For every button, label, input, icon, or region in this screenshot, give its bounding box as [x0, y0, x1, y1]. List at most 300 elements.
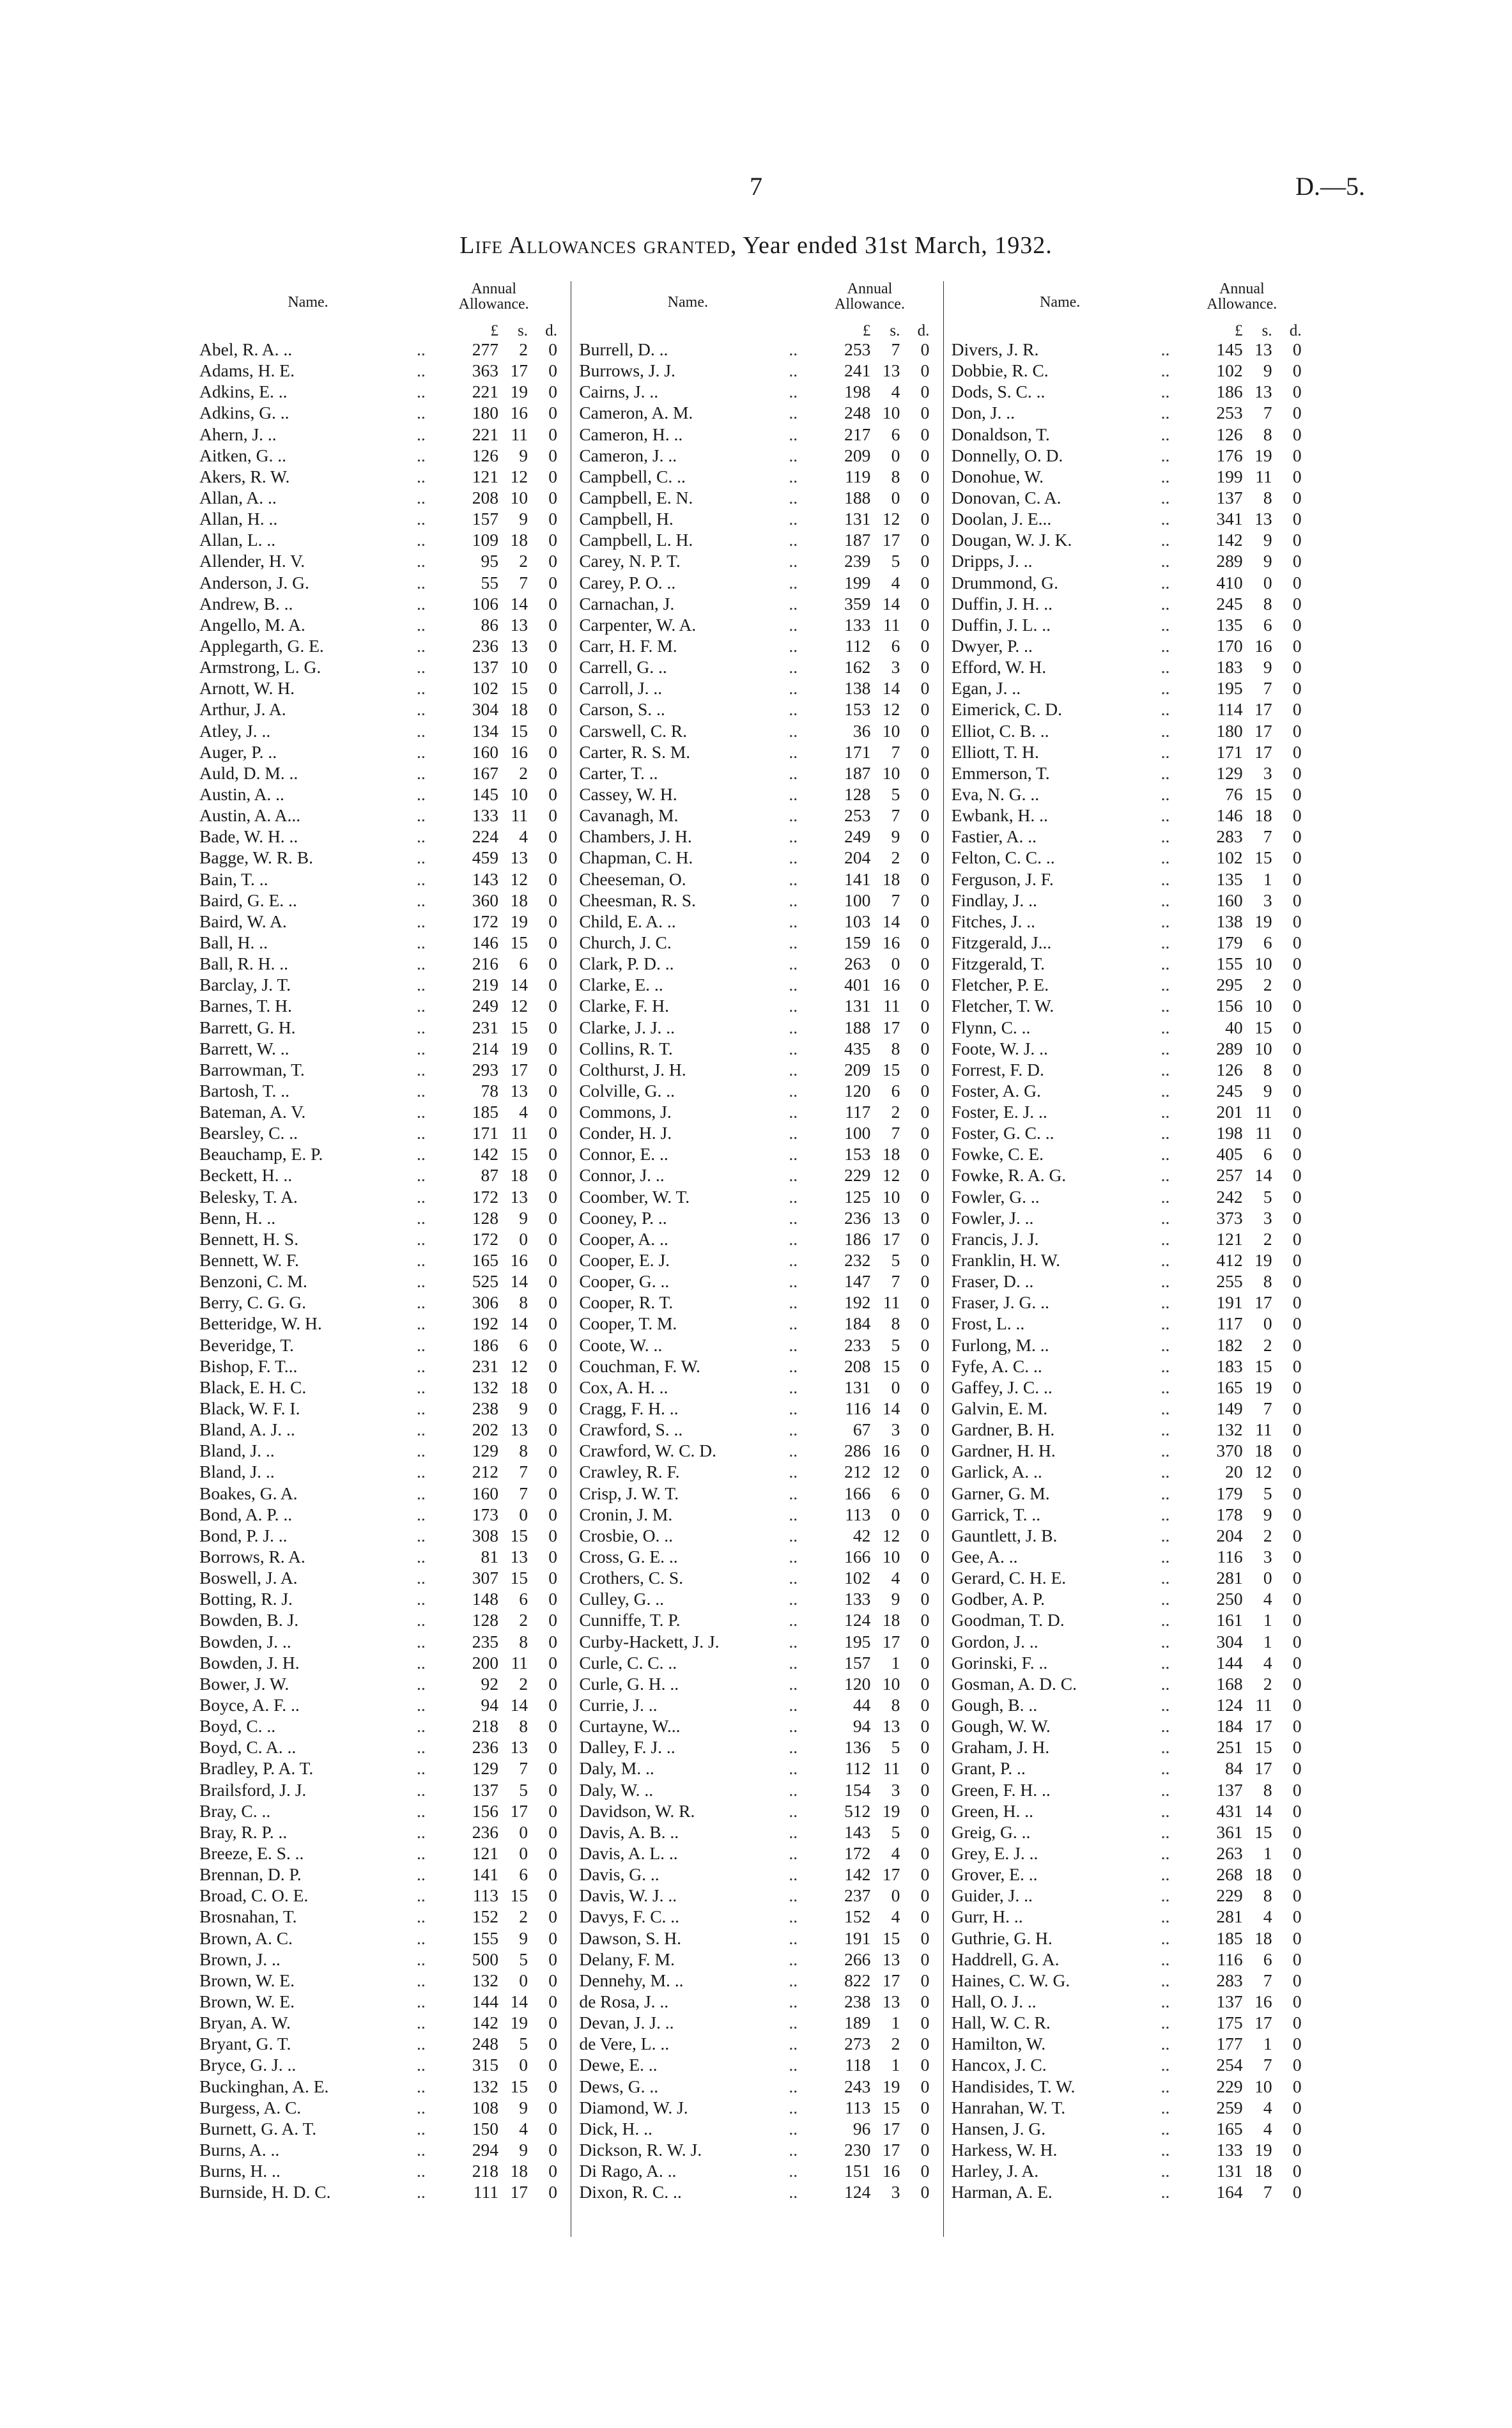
leader-dots: ..: [1161, 2097, 1170, 2117]
pence-cell: 0: [1292, 360, 1302, 381]
table-row: [571, 656, 943, 677]
name-cell: Crisp, J. W. T.: [579, 1483, 679, 1503]
leader-dots: ..: [1161, 1716, 1170, 1736]
leader-dots: ..: [789, 1419, 798, 1440]
column-header: [199, 281, 571, 322]
name-cell: Auger, P. ..: [199, 741, 277, 762]
name-cell: Davis, G. ..: [579, 1864, 660, 1885]
table-row: [944, 550, 1315, 571]
table-row: [571, 699, 943, 720]
table-row: [944, 1673, 1315, 1694]
shillings-cell: 6: [891, 635, 900, 656]
pence-cell: 0: [548, 2161, 557, 2181]
pounds-cell: 175: [1216, 2013, 1243, 2033]
name-cell: Bland, A. J. ..: [199, 1419, 295, 1440]
table-row: [944, 487, 1315, 508]
table-row: [199, 1228, 571, 1249]
leader-dots: ..: [1161, 720, 1170, 741]
table-row: [199, 1906, 571, 1927]
pounds-cell: 86: [481, 614, 498, 635]
pounds-cell: 133: [844, 614, 871, 635]
pence-cell: 0: [1292, 869, 1302, 889]
pence-cell: 0: [920, 1483, 930, 1503]
pounds-cell: 304: [1216, 1631, 1243, 1651]
name-cell: Dixon, R. C. ..: [579, 2182, 682, 2202]
name-cell: Clarke, J. J. ..: [579, 1017, 675, 1037]
table-row: [199, 2097, 571, 2118]
pence-cell: 0: [548, 996, 557, 1016]
name-cell: Cunniffe, T. P.: [579, 1610, 681, 1630]
pence-cell: 0: [1292, 1292, 1302, 1313]
name-cell: Campbell, L. H.: [579, 530, 693, 550]
shillings-cell: 1: [1263, 2034, 1272, 2054]
pence-cell: 0: [920, 1568, 930, 1588]
table-row: [944, 1715, 1315, 1736]
name-cell: Anderson, J. G.: [199, 572, 309, 592]
shillings-cell: 6: [1263, 1144, 1272, 1164]
pounds-cell: 229: [1216, 2076, 1243, 2096]
leader-dots: ..: [417, 1356, 426, 1376]
pence-cell: 0: [1292, 1843, 1302, 1863]
table-row: [571, 762, 943, 784]
pounds-unit: £: [862, 322, 871, 339]
table-row: [571, 741, 943, 762]
pounds-cell: 189: [844, 2013, 871, 2033]
table-row: [571, 995, 943, 1016]
name-cell: Goodman, T. D.: [951, 1610, 1065, 1630]
name-cell: Betteridge, W. H.: [199, 1313, 322, 1334]
shillings-cell: 7: [1263, 1398, 1272, 1419]
pence-cell: 0: [920, 954, 930, 974]
leader-dots: ..: [417, 2034, 426, 2054]
pounds-cell: 179: [1216, 932, 1243, 952]
table-row: [571, 2181, 943, 2202]
pounds-cell: 40: [1225, 1017, 1243, 1037]
table-row: [571, 1101, 943, 1122]
name-cell: Berry, C. G. G.: [199, 1292, 307, 1313]
table-row: [199, 1525, 571, 1546]
leader-dots: ..: [417, 551, 426, 571]
name-cell: Beauchamp, E. P.: [199, 1144, 323, 1164]
leader-dots: ..: [417, 975, 426, 995]
pence-cell: 0: [1292, 1673, 1302, 1694]
leader-dots: ..: [1161, 424, 1170, 444]
table-row: [199, 339, 571, 360]
shillings-cell: 7: [1263, 403, 1272, 423]
table-row: [571, 1546, 943, 1567]
pounds-cell: 113: [472, 1885, 498, 1906]
table-row: [944, 1567, 1315, 1588]
leader-dots: ..: [789, 1800, 798, 1821]
leader-dots: ..: [1161, 954, 1170, 974]
pounds-cell: 165: [1216, 2118, 1243, 2138]
leader-dots: ..: [789, 593, 798, 614]
leader-dots: ..: [417, 635, 426, 656]
table-row: [571, 1017, 943, 1038]
leader-dots: ..: [789, 1885, 798, 1906]
name-cell: Brennan, D. P.: [199, 1864, 302, 1885]
table-row: [199, 635, 571, 656]
pounds-cell: 233: [844, 1334, 871, 1355]
shillings-cell: 3: [891, 1779, 900, 1800]
pounds-cell: 231: [472, 1356, 498, 1376]
leader-dots: ..: [789, 424, 798, 444]
leader-dots: ..: [1161, 1800, 1170, 1821]
shillings-cell: 3: [1263, 1207, 1272, 1228]
pence-cell: 0: [1292, 954, 1302, 974]
name-cell: Garrick, T. ..: [951, 1504, 1041, 1524]
table-row: [199, 2033, 571, 2054]
name-cell: Eva, N. G. ..: [951, 784, 1040, 804]
shillings-cell: 18: [510, 2161, 528, 2181]
leader-dots: ..: [789, 1080, 798, 1101]
name-cell: Atley, J. ..: [199, 720, 271, 741]
leader-dots: ..: [1161, 1589, 1170, 1609]
pence-cell: 0: [920, 1504, 930, 1524]
leader-dots: ..: [417, 699, 426, 720]
shillings-cell: 15: [1254, 1356, 1272, 1376]
table-row: [199, 1080, 571, 1101]
leader-dots: ..: [417, 954, 426, 974]
shillings-cell: 11: [1255, 1695, 1272, 1715]
pence-cell: 0: [1292, 1970, 1302, 1990]
pence-cell: 0: [920, 572, 930, 592]
table-row: [571, 1059, 943, 1080]
table-row: [199, 869, 571, 890]
table-row: [571, 1377, 943, 1398]
pence-cell: 0: [548, 1483, 557, 1503]
name-cell: Adkins, E. ..: [199, 382, 288, 402]
shillings-cell: 11: [511, 1123, 528, 1143]
shillings-cell: 17: [882, 1228, 900, 1249]
shillings-cell: 8: [1263, 593, 1272, 614]
name-cell: Haines, C. W. G.: [951, 1970, 1070, 1990]
shillings-cell: 8: [519, 1441, 528, 1461]
leader-dots: ..: [1161, 657, 1170, 677]
leader-dots: ..: [417, 1906, 426, 1927]
table-row: [571, 1525, 943, 1546]
pence-cell: 0: [1292, 2161, 1302, 2181]
shillings-cell: 10: [1254, 954, 1272, 974]
pounds-cell: 112: [845, 1758, 871, 1779]
pence-cell: 0: [920, 1589, 930, 1609]
leader-dots: ..: [1161, 1080, 1170, 1101]
pounds-cell: 177: [1216, 2034, 1243, 2054]
pence-cell: 0: [920, 996, 930, 1016]
pounds-cell: 308: [472, 1525, 498, 1545]
shillings-cell: 16: [882, 932, 900, 952]
pence-cell: 0: [1292, 445, 1302, 465]
name-cell: Barrett, G. H.: [199, 1017, 296, 1037]
pounds-cell: 113: [845, 2097, 871, 2117]
leader-dots: ..: [417, 530, 426, 550]
shillings-cell: 4: [891, 1906, 900, 1927]
leader-dots: ..: [789, 784, 798, 804]
pence-cell: 0: [1292, 1250, 1302, 1271]
table-row: [199, 1483, 571, 1504]
leader-dots: ..: [1161, 572, 1170, 592]
table-row: [571, 1673, 943, 1694]
leader-dots: ..: [789, 890, 798, 910]
leader-dots: ..: [1161, 1504, 1170, 1524]
table-row: [571, 1567, 943, 1588]
name-cell: Breeze, E. S. ..: [199, 1843, 304, 1863]
pounds-cell: 214: [472, 1038, 498, 1058]
shillings-cell: 8: [1263, 424, 1272, 444]
pence-cell: 0: [1292, 2034, 1302, 2054]
table-row: [944, 1694, 1315, 1715]
shillings-cell: 2: [891, 2034, 900, 2054]
leader-dots: ..: [1161, 826, 1170, 847]
shillings-cell: 7: [1263, 2055, 1272, 2075]
pounds-cell: 156: [1216, 996, 1243, 1016]
pounds-cell: 255: [1216, 1271, 1243, 1292]
pence-cell: 0: [1292, 1398, 1302, 1419]
pounds-cell: 147: [844, 1271, 871, 1292]
leader-dots: ..: [1161, 890, 1170, 910]
pence-cell: 0: [1292, 487, 1302, 507]
name-cell: Dennehy, M. ..: [579, 1970, 684, 1990]
pounds-cell: 171: [1216, 741, 1243, 762]
name-cell: Dews, G. ..: [579, 2076, 659, 2096]
leader-dots: ..: [1161, 1123, 1170, 1143]
shillings-cell: 18: [510, 1377, 528, 1397]
name-cell: Austin, A. ..: [199, 784, 284, 804]
table-row: [571, 2054, 943, 2075]
table-row: [944, 1652, 1315, 1673]
pence-cell: 0: [1292, 382, 1302, 402]
pence-cell: 0: [548, 2055, 557, 2075]
name-cell: Bradley, P. A. T.: [199, 1758, 314, 1779]
pounds-cell: 44: [852, 1695, 871, 1715]
pounds-cell: 133: [844, 1589, 871, 1609]
rows-col-2: [571, 339, 943, 2202]
leader-dots: ..: [1161, 1652, 1170, 1673]
name-cell: Dobbie, R. C.: [951, 360, 1049, 381]
shillings-cell: 9: [1263, 1504, 1272, 1524]
shillings-cell: 7: [891, 339, 900, 359]
pounds-cell: 263: [1216, 1843, 1243, 1863]
leader-dots: ..: [417, 424, 426, 444]
leader-dots: ..: [1161, 360, 1170, 381]
pounds-cell: 295: [1216, 975, 1243, 995]
leader-dots: ..: [789, 720, 798, 741]
pence-cell: 0: [548, 339, 557, 359]
pounds-cell: 131: [844, 1377, 871, 1397]
shillings-cell: 4: [891, 1568, 900, 1588]
leader-dots: ..: [789, 1123, 798, 1143]
leader-dots: ..: [417, 1123, 426, 1143]
pounds-cell: 218: [472, 1716, 498, 1736]
pounds-cell: 435: [844, 1038, 871, 1058]
leader-dots: ..: [789, 847, 798, 868]
name-cell: Foster, E. J. ..: [951, 1102, 1047, 1122]
pounds-cell: 120: [844, 1673, 871, 1694]
pounds-cell: 142: [472, 1144, 498, 1164]
pounds-cell: 78: [481, 1080, 498, 1101]
leader-dots: ..: [417, 1462, 426, 1482]
pounds-cell: 166: [844, 1547, 871, 1567]
shillings-cell: 0: [891, 1504, 900, 1524]
pounds-cell: 236: [844, 1207, 871, 1228]
leader-dots: ..: [1161, 1144, 1170, 1164]
pence-cell: 0: [1292, 1356, 1302, 1376]
leader-dots: ..: [789, 911, 798, 931]
pence-cell: 0: [920, 551, 930, 571]
name-cell: Connor, E. ..: [579, 1144, 668, 1164]
pence-cell: 0: [920, 1186, 930, 1207]
pence-cell: 0: [548, 2034, 557, 2054]
table-row: [199, 1419, 571, 1440]
pounds-cell: 283: [1216, 1970, 1243, 1990]
name-cell: Felton, C. C. ..: [951, 847, 1055, 868]
leader-dots: ..: [1161, 1377, 1170, 1397]
name-cell: Conder, H. J.: [579, 1123, 672, 1143]
name-cell: Colville, G. ..: [579, 1080, 675, 1101]
table-row: [199, 1885, 571, 1906]
name-cell: Church, J. C.: [579, 932, 672, 952]
pence-cell: 0: [920, 1758, 930, 1779]
shillings-cell: 18: [1254, 1864, 1272, 1885]
name-cell: Hanrahan, W. T.: [951, 2097, 1066, 2117]
leader-dots: ..: [789, 975, 798, 995]
leader-dots: ..: [417, 466, 426, 486]
pence-cell: 0: [920, 445, 930, 465]
name-cell: Harman, A. E.: [951, 2182, 1053, 2202]
shillings-cell: 11: [1255, 466, 1272, 486]
shillings-cell: 7: [891, 741, 900, 762]
name-cell: Cooper, A. ..: [579, 1228, 668, 1249]
table-row: [199, 2139, 571, 2160]
pence-cell: 0: [548, 1589, 557, 1609]
shillings-cell: 3: [891, 657, 900, 677]
leader-dots: ..: [417, 657, 426, 677]
pence-cell: 0: [548, 954, 557, 974]
table-row: [571, 381, 943, 402]
pounds-cell: 361: [1216, 1821, 1243, 1842]
table-row: [199, 805, 571, 826]
leader-dots: ..: [417, 2182, 426, 2202]
pence-cell: 0: [920, 1144, 930, 1164]
pounds-cell: 42: [852, 1525, 871, 1545]
shillings-cell: 5: [519, 2034, 528, 2054]
pence-cell: 0: [1292, 720, 1302, 741]
leader-dots: ..: [789, 1631, 798, 1651]
pence-cell: 0: [1292, 1102, 1302, 1122]
name-cell: Burgess, A. C.: [199, 2097, 302, 2117]
name-cell: Bond, A. P. ..: [199, 1504, 293, 1524]
name-cell: Eimerick, C. D.: [951, 699, 1063, 720]
table-row: [199, 1377, 571, 1398]
pounds-cell: 116: [845, 1398, 871, 1419]
shillings-unit: s.: [1261, 322, 1272, 339]
pounds-cell: 102: [472, 678, 498, 699]
shillings-cell: 5: [891, 1334, 900, 1355]
leader-dots: ..: [1161, 932, 1170, 952]
table-row: [571, 1694, 943, 1715]
pounds-cell: 178: [1216, 1504, 1243, 1524]
pounds-cell: 137: [472, 1779, 498, 1800]
pence-cell: 0: [548, 657, 557, 677]
leader-dots: ..: [1161, 2013, 1170, 2033]
pence-cell: 0: [1292, 1334, 1302, 1355]
pounds-cell: 239: [844, 551, 871, 571]
name-cell: Bishop, F. T...: [199, 1356, 298, 1376]
shillings-cell: 0: [519, 1504, 528, 1524]
table-row: [199, 1038, 571, 1059]
pence-cell: 0: [1292, 805, 1302, 826]
table-row: [199, 1609, 571, 1630]
pounds-cell: 148: [472, 1589, 498, 1609]
table-row: [199, 1631, 571, 1652]
table-row: [199, 995, 571, 1016]
pence-cell: 0: [1292, 1228, 1302, 1249]
pounds-cell: 132: [472, 2076, 498, 2096]
table-row: [944, 635, 1315, 656]
name-cell: Barclay, J. T.: [199, 975, 291, 995]
pence-cell: 0: [548, 1292, 557, 1313]
name-cell: Don, J. ..: [951, 403, 1015, 423]
pence-cell: 0: [548, 1864, 557, 1885]
shillings-cell: 11: [1255, 1419, 1272, 1440]
table-row: [944, 2181, 1315, 2202]
leader-dots: ..: [1161, 975, 1170, 995]
table-row: [571, 1928, 943, 1949]
pence-cell: 0: [548, 784, 557, 804]
name-cell: Duffin, J. H. ..: [951, 593, 1053, 614]
shillings-cell: 0: [519, 1228, 528, 1249]
leader-dots: ..: [1161, 741, 1170, 762]
shillings-cell: 2: [519, 1673, 528, 1694]
pence-cell: 0: [1292, 1080, 1302, 1101]
pounds-cell: 118: [845, 2055, 871, 2075]
pounds-cell: 249: [844, 826, 871, 847]
table-row: [571, 1736, 943, 1758]
table-row: [571, 1292, 943, 1313]
shillings-cell: 17: [1254, 1716, 1272, 1736]
table-row: [944, 995, 1315, 1016]
shillings-cell: 0: [519, 2055, 528, 2075]
shillings-cell: 11: [1255, 1123, 1272, 1143]
leader-dots: ..: [789, 762, 798, 783]
shillings-cell: 10: [882, 403, 900, 423]
name-cell: Gorinski, F. ..: [951, 1652, 1048, 1673]
leader-dots: ..: [417, 1631, 426, 1651]
leader-dots: ..: [1161, 382, 1170, 402]
name-cell: Collins, R. T.: [579, 1038, 673, 1058]
pence-cell: 0: [920, 2055, 930, 2075]
shillings-cell: 10: [882, 1186, 900, 1207]
leader-dots: ..: [789, 360, 798, 381]
name-cell: Cheeseman, O.: [579, 869, 686, 889]
name-cell: Flynn, C. ..: [951, 1017, 1031, 1037]
pence-cell: 0: [920, 1821, 930, 1842]
pounds-cell: 248: [472, 2034, 498, 2054]
leader-dots: ..: [1161, 339, 1170, 359]
pounds-cell: 145: [472, 784, 498, 804]
name-cell: Gerard, C. H. E.: [951, 1568, 1067, 1588]
table-row: [944, 1461, 1315, 1482]
pence-cell: 0: [548, 1991, 557, 2011]
pence-cell: 0: [920, 1779, 930, 1800]
leader-dots: ..: [417, 382, 426, 402]
leader-dots: ..: [789, 2055, 798, 2075]
pounds-cell: 152: [844, 1906, 871, 1927]
leader-dots: ..: [417, 1271, 426, 1292]
name-cell: Allan, H. ..: [199, 509, 278, 529]
pounds-cell: 141: [844, 869, 871, 889]
leader-dots: ..: [417, 1038, 426, 1058]
